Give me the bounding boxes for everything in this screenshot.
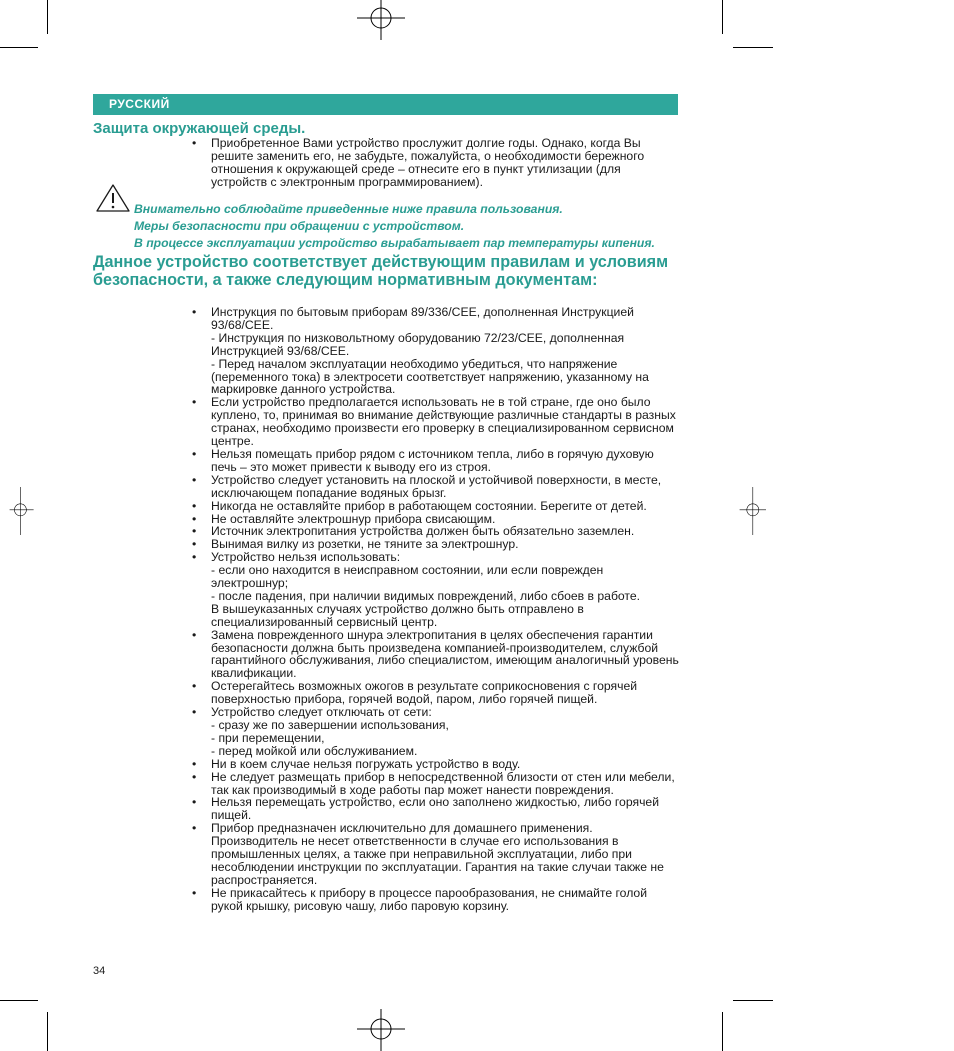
list-item-text: Если устройство предполагается использовать не в той стране, где оно было куплено, то, принимая во внимание действующие различные стандарты в разных странах, необходимо произвести его проверку в специализированном сервисном центре. (211, 395, 676, 449)
crop-mark (733, 47, 773, 48)
list-item (190, 887, 680, 913)
list-item-text: Устройство следует отключать от сети: (211, 705, 432, 720)
list-item-text: Устройство следует установить на плоской и устойчивой поверхности, в месте, исключающем попадание водяных брызг. (211, 472, 662, 500)
list-item: • Приобретенное Вами устройство прослужит долгие годы. Однако, когда Вы решите заменить его, не забудьте, пожалуйста, о необходимости бережного отношения к окружающей среде – отнесите его в пункт утилизации (для устройств с электронным программированием). (190, 137, 680, 189)
list-item (190, 706, 680, 758)
list-item-subtext: - Перед началом эксплуатации необходимо убедиться, что напряжение (переменного тока) в электросети соответствует напряжению, указанному на маркировке данного устройства. (211, 356, 649, 397)
list-item (190, 796, 680, 822)
list-item (190, 771, 680, 797)
list-item (190, 396, 680, 448)
list-item-subtext: - при перемещении, (211, 730, 325, 745)
page-number: 34 (93, 965, 106, 977)
list-item-text: Источник электропитания устройства должен быть обязательно заземлен. (211, 524, 635, 539)
list-item-text: Не прикасайтесь к прибору в процессе парообразования, не снимайте голой рукой крышку, рисовую чашу, либо паровую корзину. (211, 885, 648, 913)
list-item-text: Нельзя помещать прибор рядом с источником тепла, либо в горячую духовую печь – это может привести к выводу его из строя. (211, 446, 654, 474)
crop-mark (0, 1000, 38, 1001)
list-item-text: Ни в коем случае нельзя погружать устройство в воду. (211, 756, 521, 771)
list-item-text: Не оставляйте электрошнур прибора свисающим. (211, 511, 496, 526)
list-item (190, 822, 680, 887)
registration-mark-icon (0, 487, 48, 535)
crop-mark (47, 1012, 48, 1051)
list-item-subtext: - если оно находится в неисправном состоянии, или если поврежден электрошнур; (211, 563, 604, 591)
list-item-text: Вынимая вилку из розетки, не тяните за электрошнур. (211, 537, 519, 552)
environment-list (190, 137, 680, 189)
list-item (190, 448, 680, 474)
compliance-list (190, 306, 680, 913)
warning-line: Внимательно соблюдайте приведенные ниже правила пользования. (134, 202, 563, 216)
crop-mark (733, 1000, 773, 1001)
list-item-text: Прибор предназначен исключительно для домашнего применения. Производитель не несет ответственности в случае его использования в промышленных целях, а также при неправильной эксплуатации, либо при несоблюдении инструкции по эксплуатации. Гарантия на такие случаи также не распространяется. (211, 821, 664, 887)
warning-triangle-icon (95, 183, 131, 213)
warnings-block (134, 201, 694, 252)
list-item-text: Устройство нельзя использовать: (211, 550, 401, 565)
list-item-subtext: - Инструкция по низковольтному оборудованию 72/23/CEE, дополненная Инструкцией 93/68/CEE. (211, 330, 625, 358)
list-item-text: Никогда не оставляйте прибор в работающем состоянии. Берегите от детей. (211, 498, 647, 513)
list-item-subtext: - после падения, при наличии видимых повреждений, либо сбоев в работе. (211, 588, 641, 603)
list-item (190, 306, 680, 396)
list-item (190, 551, 680, 628)
list-item-text: Замена поврежденного шнура электропитания в целях обеспечения гарантии безопасности должна быть произведена компанией-производителем, службой гарантийного обслуживания, либо специалистом, имеющим аналогичный уровень квалификации. (211, 627, 679, 681)
list-item-text: Не следует размещать прибор в непосредственной близости от стен или мебели, так как производимый в ходе работы пар может нанести повреждения. (211, 769, 675, 797)
list-item-text: Нельзя перемещать устройство, если оно заполнено жидкостью, либо горячей пищей. (211, 795, 660, 823)
crop-mark (0, 47, 38, 48)
warning-line: Меры безопасности при обращении с устройством. (134, 219, 465, 233)
list-item-text: Инструкция по бытовым приборам 89/336/CEE, дополненная Инструкцией 93/68/CEE. (211, 305, 634, 332)
registration-mark-icon (357, 0, 405, 48)
list-item (190, 680, 680, 706)
list-item (190, 629, 680, 681)
compliance-heading: Данное устройство соответствует действующим правилам и условиям безопасности, а также следующим нормативным документам: (93, 253, 669, 289)
crop-mark (722, 0, 723, 34)
list-item-subtext: - сразу же по завершении использования, (211, 718, 449, 732)
list-item-text: Остерегайтесь возможных ожогов в результате соприкосновения с горячей поверхностью прибора, горячей водой, паром, либо горячей пищей. (211, 679, 638, 707)
list-item-subtext: В вышеуказанных случаях устройство должно быть отправлено в специализированный сервисный центр. (211, 601, 584, 629)
list-item-subtext: - перед мойкой или обслуживанием. (211, 743, 418, 758)
language-bar (93, 94, 678, 115)
registration-mark-icon (357, 1003, 405, 1051)
environment-heading: Защита окружающей среды. (93, 120, 306, 137)
list-item (190, 474, 680, 500)
registration-mark-icon (730, 487, 778, 535)
crop-mark (722, 1012, 723, 1051)
crop-mark (47, 0, 48, 34)
warning-line: В процессе эксплуатации устройство вырабатывает пар температуры кипения. (134, 236, 655, 250)
language-label: РУССКИЙ (109, 97, 170, 111)
